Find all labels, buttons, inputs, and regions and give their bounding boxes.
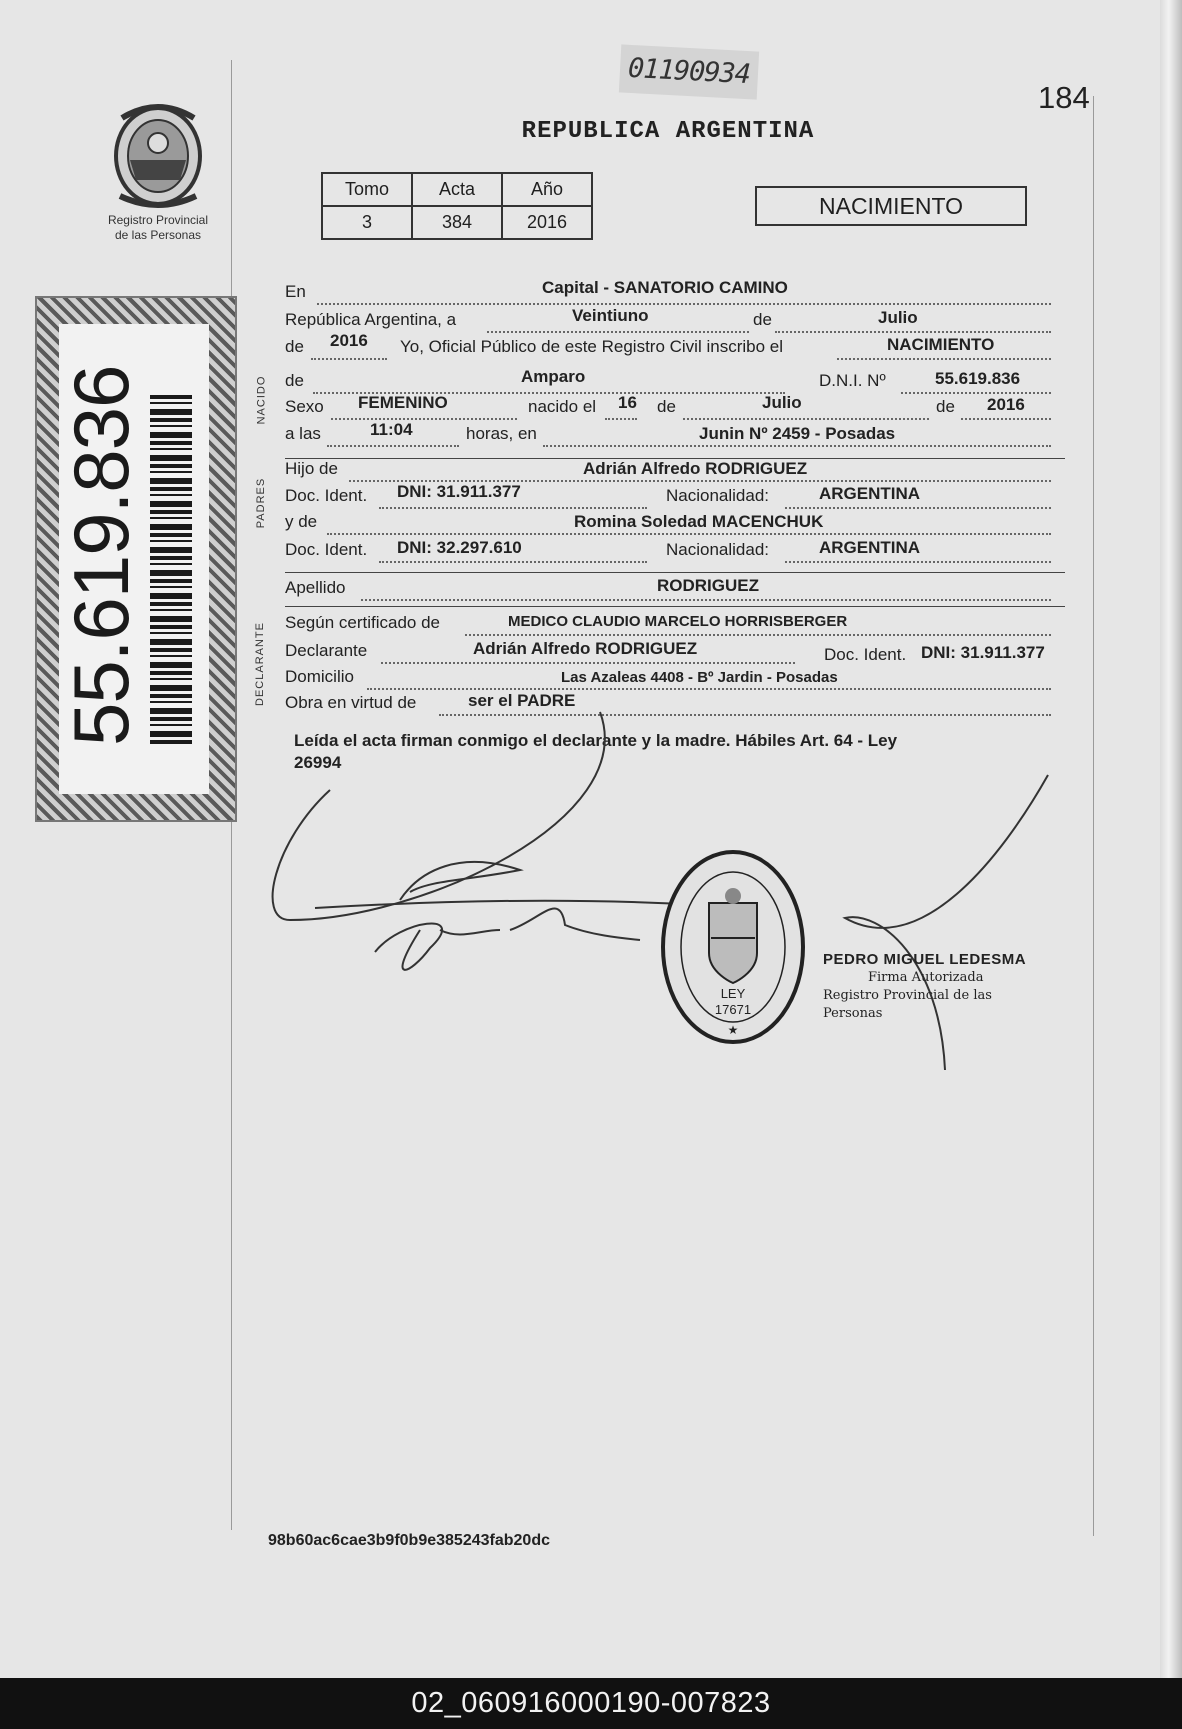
row-sexo: Sexo FEMENINO nacido el 16 de Julio de 2016 (285, 397, 1065, 423)
field-declarante-doc: DNI: 31.911.377 (921, 643, 1045, 662)
record-type-box: NACIMIENTO (755, 186, 1027, 226)
document-hash: 98b60ac6cae3b9f0b9e385243fab20dc (268, 1532, 550, 1549)
registry-header-tomo: Tomo (322, 173, 412, 206)
field-lugar: Capital - SANATORIO CAMINO (542, 278, 788, 297)
right-margin-line (1093, 96, 1094, 1536)
seal-ley: LEY (720, 986, 746, 1001)
row-fecha: República Argentina, a de Veintiuno Julio (285, 310, 1065, 336)
row-nombre: de Amparo D.N.I. Nº 55.619.836 (285, 371, 1065, 397)
signature-madre (375, 908, 640, 969)
field-apellido: RODRIGUEZ (657, 576, 759, 595)
field-sexo: FEMENINO (358, 393, 448, 412)
field-domicilio: Las Azaleas 4408 - Bº Jardin - Posadas (561, 669, 838, 686)
section-separator (285, 606, 1065, 607)
field-inscribo: NACIMIENTO (887, 335, 995, 354)
row-apellido: Apellido RODRIGUEZ (285, 578, 1065, 604)
field-madre: Romina Soledad MACENCHUK (574, 512, 824, 531)
svg-text:★: ★ (727, 1023, 739, 1037)
field-madre-nacionalidad: ARGENTINA (819, 538, 921, 557)
scan-id-bar: 02_060916000190-007823 (0, 1678, 1182, 1729)
signer-role: Firma Autorizada (868, 970, 984, 985)
signer-org: Registro Provincial de las Personas (823, 988, 992, 1021)
field-dni: 55.619.836 (935, 369, 1021, 388)
field-obra: ser el PADRE (468, 691, 576, 710)
page-edge (1160, 0, 1182, 1678)
field-hora: 11:04 (370, 420, 413, 439)
row-lugar: En Capital - SANATORIO CAMINO (285, 282, 1065, 308)
row-obra: Obra en virtud de ser el PADRE (285, 693, 1065, 719)
field-anio: 2016 (330, 331, 368, 350)
section-label-nacido: NACIDO (255, 375, 268, 425)
registry-value-acta: 384 (412, 206, 502, 239)
section-label-declarante: DECLARANTE (253, 622, 266, 706)
document-title: REPUBLICA ARGENTINA (521, 118, 815, 145)
field-padre-nacionalidad: ARGENTINA (819, 484, 921, 503)
signature-oficial (845, 775, 1048, 1070)
registry-value-anio: 2016 (502, 206, 592, 239)
row-inscribo: de 2016 Yo, Oficial Público de este Registro Civil inscribo el NACIMIENTO (285, 337, 1065, 363)
field-anio-nacimiento: 2016 (987, 395, 1025, 414)
row-madre: y de Romina Soledad MACENCHUK (285, 512, 1065, 538)
field-certificado: MEDICO CLAUDIO MARCELO HORRISBERGER (508, 613, 848, 630)
registry-header-acta: Acta (412, 173, 502, 206)
field-lugar-nacimiento: Junin Nº 2459 - Posadas (699, 424, 896, 443)
field-dia-letras: Veintiuno (572, 306, 649, 325)
field-nombre: Amparo (521, 367, 586, 386)
field-mes: Julio (878, 308, 918, 327)
row-domicilio: Domicilio Las Azaleas 4408 - Bº Jardin - Posadas (285, 667, 1065, 693)
row-certificado: Según certificado de MEDICO CLAUDIO MARCELO HORRISBERGER (285, 613, 1065, 639)
signer-block (823, 951, 1053, 1023)
field-declarante: Adrián Alfredo RODRIGUEZ (473, 639, 698, 658)
official-seal-icon (659, 848, 807, 1046)
signature-declarante (315, 862, 700, 908)
field-madre-doc: DNI: 32.297.610 (397, 538, 522, 557)
field-dia-nacimiento: 16 (618, 393, 637, 412)
registry-header-anio: Año (502, 173, 592, 206)
closing-statement: Leída el acta firman conmigo el declarante y la madre. Hábiles Art. 64 - Ley 26994 (294, 731, 898, 772)
row-declarante: Declarante Adrián Alfredo RODRIGUEZ Doc. Ident. DNI: 31.911.377 (285, 639, 1045, 664)
side-dni-number: 55.619.836 (57, 365, 145, 746)
registry-table (321, 172, 593, 240)
row-padre: Hijo de Adrián Alfredo RODRIGUEZ (285, 459, 1065, 485)
signer-name: PEDRO MIGUEL LEDESMA (823, 951, 1027, 968)
serial-number: 01190934 (619, 44, 759, 99)
field-padre: Adrián Alfredo RODRIGUEZ (583, 459, 808, 478)
row-hora: a las 11:04 horas, en Junin Nº 2459 - Posadas (285, 424, 1065, 450)
seal-ley-number: 17671 (714, 1002, 752, 1017)
section-label-padres: PADRES (255, 477, 268, 529)
section-separator (285, 572, 1065, 573)
field-mes-nacimiento: Julio (762, 393, 802, 412)
field-padre-doc: DNI: 31.911.377 (397, 482, 521, 501)
page-number: 184 (1038, 80, 1090, 115)
registry-value-tomo: 3 (322, 206, 412, 239)
logo-caption: Registro Provincial de las Personas (107, 213, 209, 242)
barcode-icon (150, 395, 192, 745)
row-padre-doc: Doc. Ident. DNI: 31.911.377 Nacionalidad: ARGENTINA (285, 486, 1065, 512)
row-madre-doc: Doc. Ident. DNI: 32.297.610 Nacionalidad: ARGENTINA (285, 540, 1065, 566)
